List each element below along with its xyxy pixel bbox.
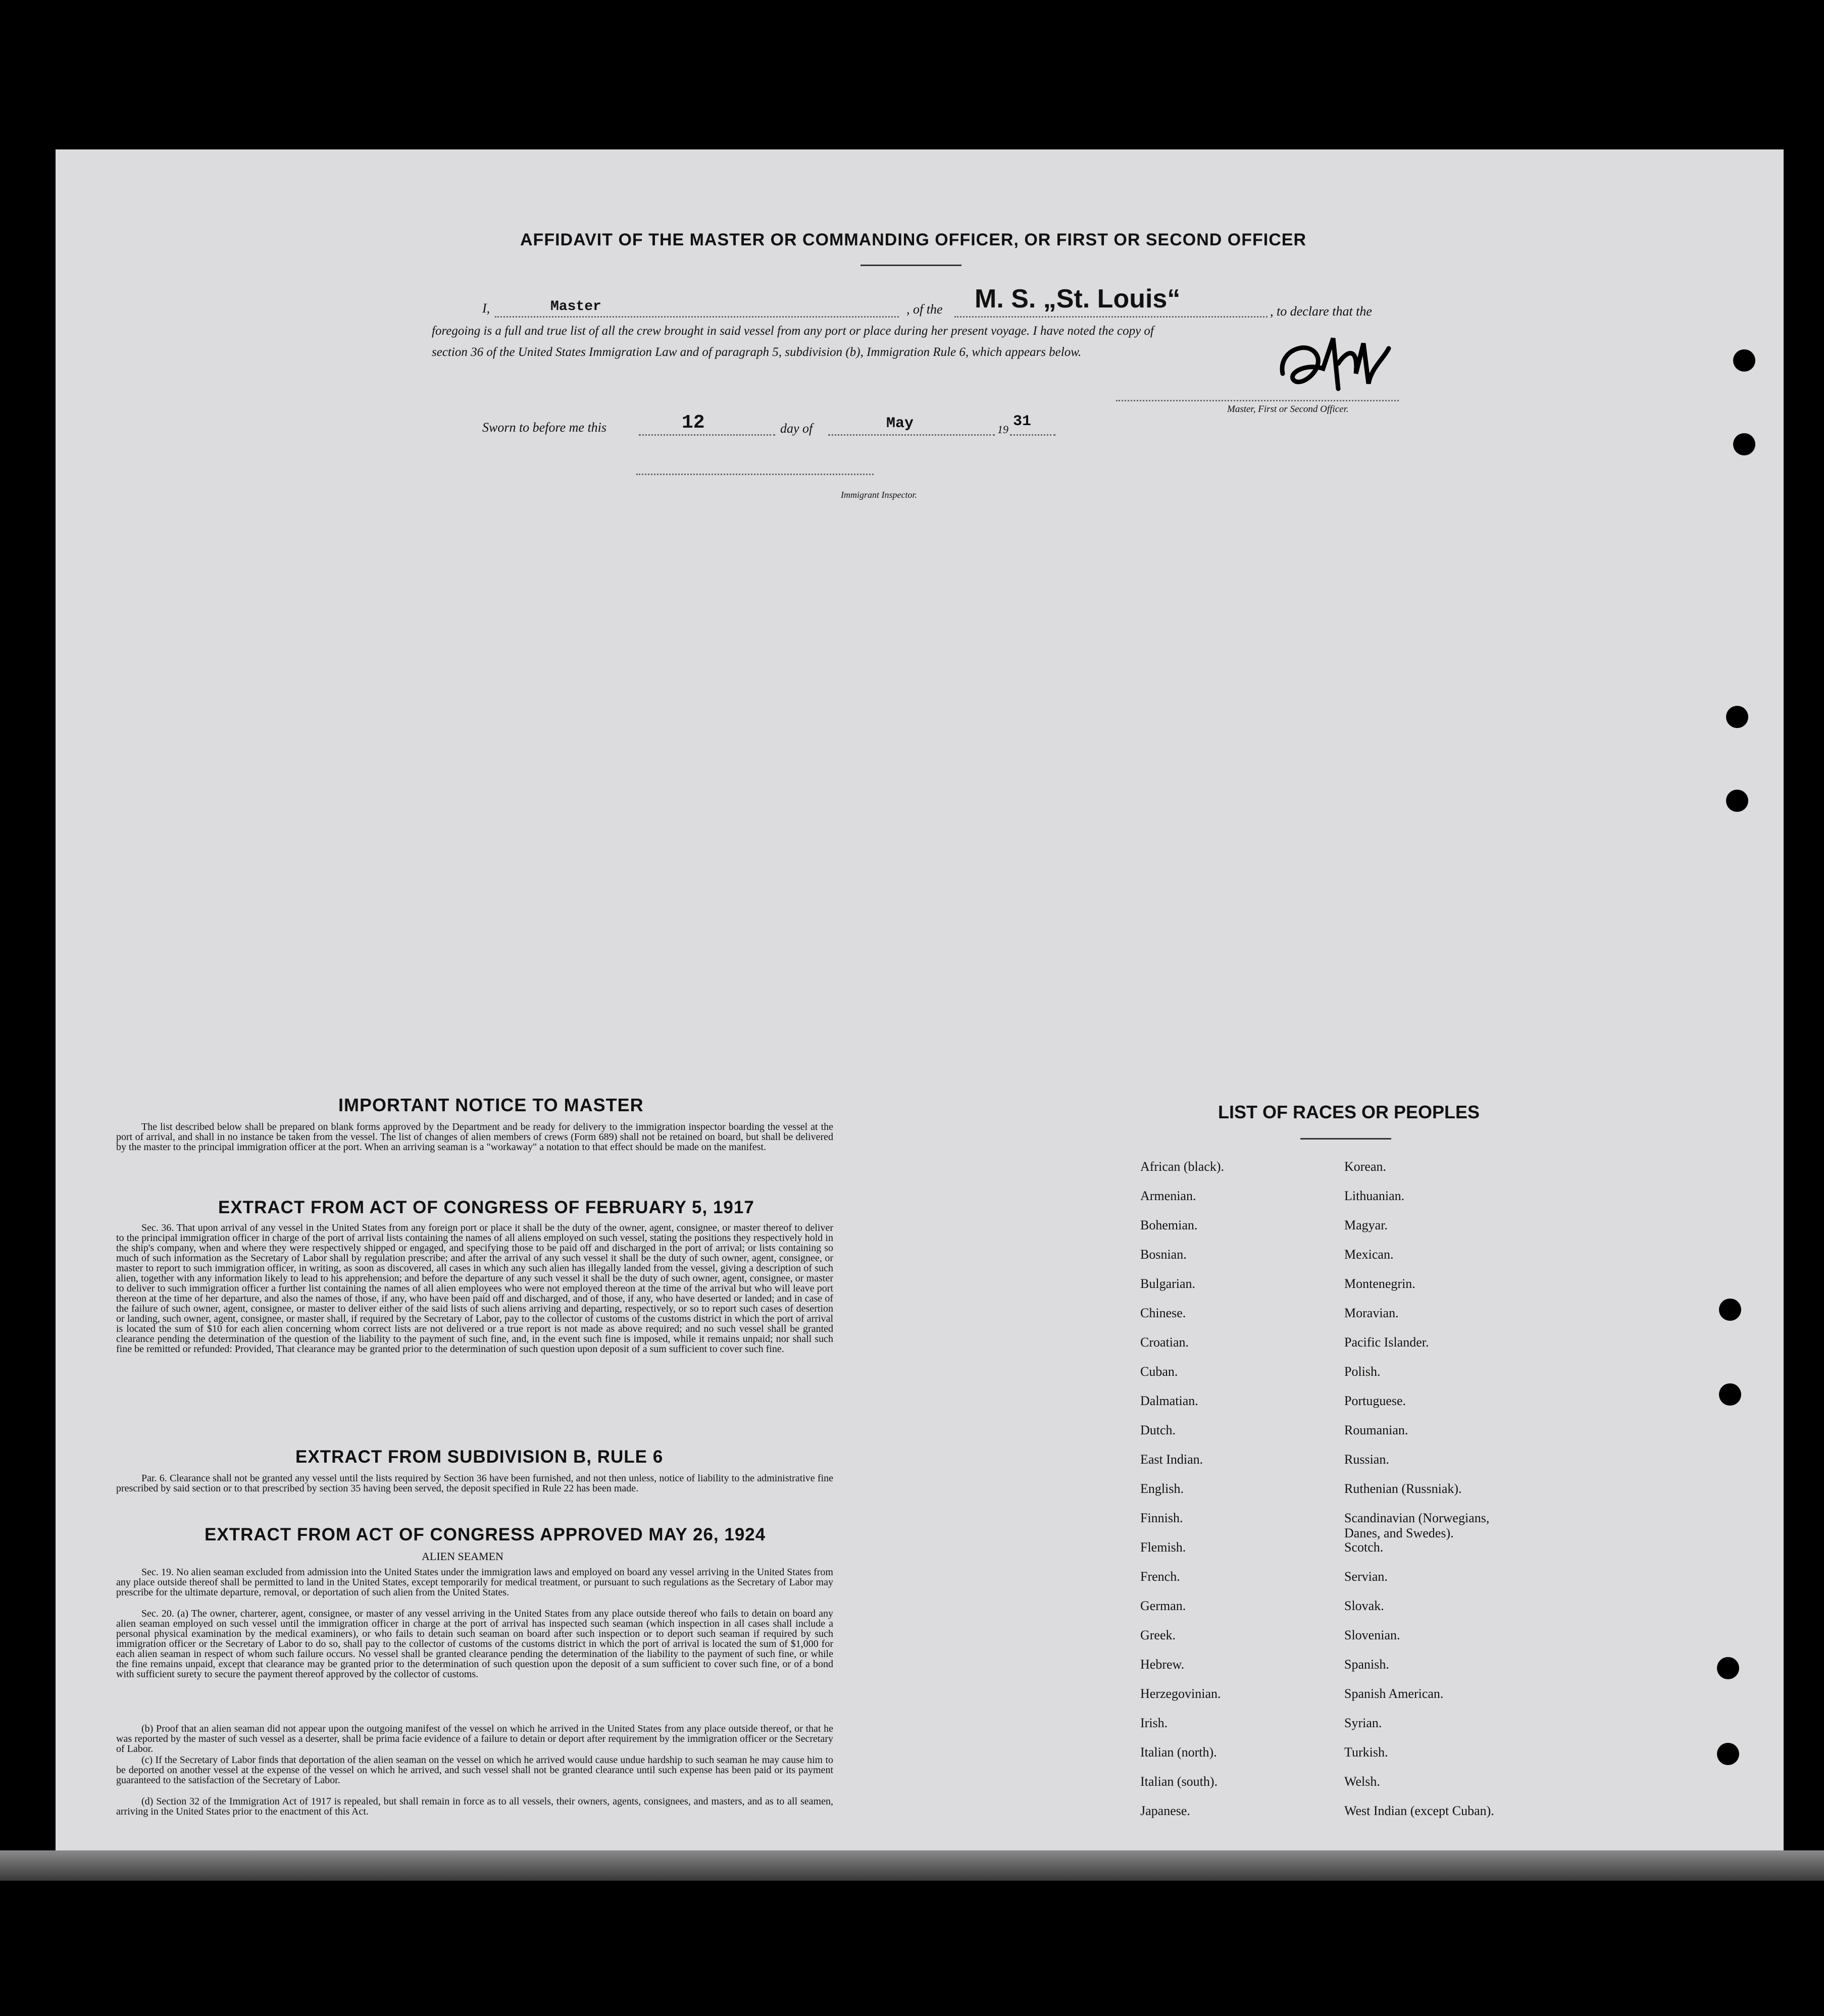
race-item: Spanish American. bbox=[1344, 1686, 1444, 1701]
race-item: French. bbox=[1140, 1569, 1180, 1584]
subdivision-title: EXTRACT FROM SUBDIVISION B, RULE 6 bbox=[295, 1447, 664, 1467]
race-item: Portuguese. bbox=[1344, 1393, 1406, 1408]
race-item: Mexican. bbox=[1344, 1247, 1394, 1262]
punch-hole bbox=[1726, 706, 1748, 728]
race-item: Ruthenian (Russniak). bbox=[1344, 1481, 1462, 1496]
day-line bbox=[639, 434, 775, 436]
race-item: Japanese. bbox=[1140, 1803, 1190, 1818]
race-item: Magyar. bbox=[1344, 1218, 1388, 1232]
race-item: Greek. bbox=[1140, 1628, 1176, 1642]
extract-1924-section-20b: (b) Proof that an alien seaman did not appear upon the outgoing manifest of the vessel on which he arrived in the United States from any place outside thereof, or that he was reported by the master of such vessel as a deserter, shall be prima facie evidence of a failure to detain or deport after requirement by the immigration officer or the Secretary of Labor. bbox=[116, 1723, 833, 1754]
race-item: Chinese. bbox=[1140, 1306, 1186, 1320]
race-item: Lithuanian. bbox=[1344, 1188, 1405, 1203]
race-item: Dutch. bbox=[1140, 1423, 1176, 1437]
punch-hole bbox=[1726, 790, 1748, 812]
vessel-name: M. S. „St. Louis“ bbox=[975, 284, 1181, 314]
month-line bbox=[828, 434, 995, 436]
race-item: Scotch. bbox=[1344, 1540, 1384, 1555]
race-item: Scandinavian (Norwegians, Danes, and Swedes). bbox=[1344, 1511, 1490, 1540]
affidavit-title: AFFIDAVIT OF THE MASTER OR COMMANDING OFFICER, OR FIRST OR SECOND OFFICER bbox=[520, 230, 1306, 249]
signature-caption: Master, First or Second Officer. bbox=[1227, 404, 1349, 415]
race-item: Montenegrin. bbox=[1344, 1276, 1415, 1291]
race-item: Spanish. bbox=[1344, 1657, 1389, 1672]
race-item: Herzegovinian. bbox=[1140, 1686, 1221, 1701]
inspector-line bbox=[636, 474, 874, 475]
extract-1924-section-20c: (c) If the Secretary of Labor finds that deportation of the alien seaman on the vessel on which he arrived would cause undue hardship to such seaman he may cause him to be deported on another vessel at the expense of the vessel on which he arrived, and such vessel shall not be granted clearance until such expense has been paid or its payment guaranteed to the satisfaction of the Secretary of Labor. bbox=[116, 1754, 833, 1786]
of-the-label: , of the bbox=[906, 302, 943, 317]
race-item: Russian. bbox=[1344, 1452, 1389, 1467]
race-item: Irish. bbox=[1140, 1716, 1168, 1730]
race-item: Bohemian. bbox=[1140, 1218, 1198, 1232]
title-underline bbox=[860, 265, 961, 266]
race-item: Flemish. bbox=[1140, 1540, 1186, 1555]
declare-text: , to declare that the bbox=[1270, 304, 1372, 319]
race-item: English. bbox=[1140, 1481, 1184, 1496]
race-item: Hebrew. bbox=[1140, 1657, 1185, 1672]
race-item: Turkish. bbox=[1344, 1745, 1388, 1760]
rank-line bbox=[495, 316, 899, 318]
subdivision-text: Par. 6. Clearance shall not be granted any vessel until the lists required by Section 36 have been furnished, and not then unless, notice of liability to the administrative fine prescribed by said section or to that prescribed by section 35 having been served, the deposit specified in Rule 22 has been made. bbox=[116, 1473, 833, 1494]
day-of-label: day of bbox=[780, 421, 813, 436]
extract-1924-section-20d: (d) Section 32 of the Immigration Act of 1917 is repealed, but shall remain in force as to all vessels, their owners, agents, consignees, and masters, and as to all seamen, arriving in the United States prior to the enactment of this Act. bbox=[116, 1796, 833, 1817]
races-title-underline bbox=[1300, 1138, 1391, 1140]
race-item: Welsh. bbox=[1344, 1774, 1380, 1789]
notice-title: IMPORTANT NOTICE TO MASTER bbox=[338, 1095, 644, 1115]
affidavit-body-line2: foregoing is a full and true list of all the crew brought in said vessel from any port or place during her present voyage. I have noted the copy of bbox=[432, 324, 1154, 338]
notice-text: The list described below shall be prepared on blank forms approved by the Department and be ready for delivery to the immigration inspector boarding the vessel at the port of arrival, and shall in no instance be taken from the vessel. The list of changes of alien members of crews (Form 689) shall not be retained on board, but shall be delivered by the master to the principal immigration officer at the port. When an arriving seaman is a "workaway" a notation to that effect should be made on the manifest. bbox=[116, 1121, 833, 1153]
race-item: Syrian. bbox=[1344, 1716, 1382, 1730]
inspector-caption: Immigrant Inspector. bbox=[841, 490, 917, 500]
race-item: Polish. bbox=[1344, 1364, 1381, 1379]
year-prefix: 19 bbox=[997, 423, 1008, 436]
race-item: Armenian. bbox=[1140, 1188, 1196, 1203]
vessel-line bbox=[954, 316, 1268, 318]
day-value: 12 bbox=[682, 412, 705, 434]
race-item: Pacific Islander. bbox=[1344, 1335, 1429, 1350]
race-item: Cuban. bbox=[1140, 1364, 1178, 1379]
officer-signature bbox=[1262, 328, 1394, 404]
race-item: Korean. bbox=[1344, 1159, 1387, 1174]
race-item: Servian. bbox=[1344, 1569, 1388, 1584]
race-item: African (black). bbox=[1140, 1159, 1225, 1174]
extract-1924-subtitle: ALIEN SEAMEN bbox=[422, 1550, 503, 1563]
extract-1924-section-20a: Sec. 20. (a) The owner, charterer, agent, consignee, or master of any vessel arriving in the United States from any place outside thereof who fails to detain on board any alien seaman employed on such vessel until the immigration officer in charge at the port of arrival has inspected such seaman (which inspection in all cases shall include a personal physical examination by the medical examiners), or who fails to detain such seaman on board after such inspection or to deport such seaman if required by such immigration officer or the Secretary of Labor to do so, shall pay to the collector of customs of the customs district in which the port of arrival is located the sum of $1,000 for each alien seaman in respect of whom such failure occurs. No vessel shall be granted clearance pending the determination of the liability to the payment of such fine, or while the fine remains unpaid, except that clearance may be granted prior to the determination of such question upon the deposit of a sum sufficient to cover such fine, or of a bond with sufficient surety to secure the payment thereof approved by the collector of customs. bbox=[116, 1608, 833, 1680]
races-left-column bbox=[1140, 1159, 1322, 1833]
rank-value: Master bbox=[550, 299, 601, 315]
signature-line bbox=[1116, 400, 1399, 401]
race-item: Bosnian. bbox=[1140, 1247, 1187, 1262]
affidavit-body-line3: section 36 of the United States Immigration Law and of paragraph 5, subdivision (b), Immigration Rule 6, which appears below. bbox=[432, 345, 1082, 359]
punch-hole bbox=[1719, 1383, 1741, 1406]
year-value: 31 bbox=[1013, 413, 1032, 430]
punch-hole bbox=[1733, 433, 1755, 455]
sworn-label: Sworn to before me this bbox=[482, 420, 607, 435]
extract-1924-title: EXTRACT FROM ACT OF CONGRESS APPROVED MAY 26, 1924 bbox=[205, 1525, 766, 1544]
race-item: West Indian (except Cuban). bbox=[1344, 1803, 1494, 1818]
scan-edge bbox=[0, 1850, 1824, 1881]
race-item: Dalmatian. bbox=[1140, 1393, 1198, 1408]
race-item: Bulgarian. bbox=[1140, 1276, 1196, 1291]
year-line bbox=[1010, 434, 1055, 436]
races-right-column bbox=[1344, 1159, 1546, 1833]
punch-hole bbox=[1717, 1657, 1739, 1679]
punch-hole bbox=[1719, 1299, 1741, 1321]
race-item: Moravian. bbox=[1344, 1306, 1399, 1320]
race-item: German. bbox=[1140, 1598, 1186, 1613]
race-item: Roumanian. bbox=[1344, 1423, 1408, 1437]
month-value: May bbox=[886, 415, 914, 432]
races-title: LIST OF RACES OR PEOPLES bbox=[1218, 1102, 1480, 1122]
extract-1924-section-19: Sec. 19. No alien seaman excluded from admission into the United States under the immigration laws and employed on board any vessel arriving in the United States from any place outside thereof shall be permitted to land in the United States, except temporarily for medical treatment, or pursuant to such regulations as the Secretary of Labor may prescribe for the ultimate departure, removal, or deportation of such alien from the United States. bbox=[116, 1567, 833, 1598]
extract-1917-text: Sec. 36. That upon arrival of any vessel in the United States from any foreign port or place it shall be the duty of the owner, agent, consignee, or master thereof to deliver to the principal immigration officer in charge of the port of arrival lists containing the names of all aliens employed on such vessel, stating the positions they respectively hold in the ship's company, when and where they were respectively shipped or engaged, and specifying those to be paid off and discharged in the port of arrival; or lists containing so much of such information as the Secretary of Labor shall by regulation prescribe; and after the arrival of any such vessel it shall be the duty of such owner, agent, consignee, or master to report to such immigration officer, in writing, as soon as discovered, all cases in which any such alien has illegally landed from the vessel, giving a description of such alien, together with any information likely to lead to his apprehension; and before the departure of any such vessel it shall be the duty of such owner, agent, consignee, or master to deliver to such immigration officer a further list containing the names of all alien employees who were not employed thereon at the time of the arrival but who will leave port thereon at the time of her departure, and also the names of those, if any, who have been paid off and discharged, and of those, if any, who have deserted or landed; and in case of the failure of such owner, agent, consignee, or master to deliver either of the said lists of such aliens arriving and departing, respectively, or so to report such cases of desertion or landing, such owner, agent, consignee, or master shall, if required by the Secretary of Labor, pay to the collector of customs of the customs district in which the port of arrival is located the sum of $10 for each alien concerning whom correct lists are not delivered or a true report is not made as above required; and no such vessel shall be granted clearance pending the determination of the question of the liability to the payment of such fine, and, in the event such fine is imposed, while it remains unpaid; nor shall such fine be remitted or refunded: Provided, That clearance may be granted prior to the determination of such question upon deposit of a sum sufficient to cover such fine. bbox=[116, 1222, 833, 1355]
race-item: Slovenian. bbox=[1344, 1628, 1400, 1642]
race-item: Italian (north). bbox=[1140, 1745, 1217, 1760]
i-label: I, bbox=[482, 301, 490, 316]
race-item: Finnish. bbox=[1140, 1511, 1183, 1525]
race-item: Slovak. bbox=[1344, 1598, 1384, 1613]
race-item: Croatian. bbox=[1140, 1335, 1189, 1350]
punch-hole bbox=[1733, 349, 1755, 372]
race-item: Italian (south). bbox=[1140, 1774, 1218, 1789]
race-item: East Indian. bbox=[1140, 1452, 1203, 1467]
extract-1917-title: EXTRACT FROM ACT OF CONGRESS OF FEBRUARY 5, 1917 bbox=[218, 1198, 754, 1217]
punch-hole bbox=[1717, 1743, 1739, 1765]
